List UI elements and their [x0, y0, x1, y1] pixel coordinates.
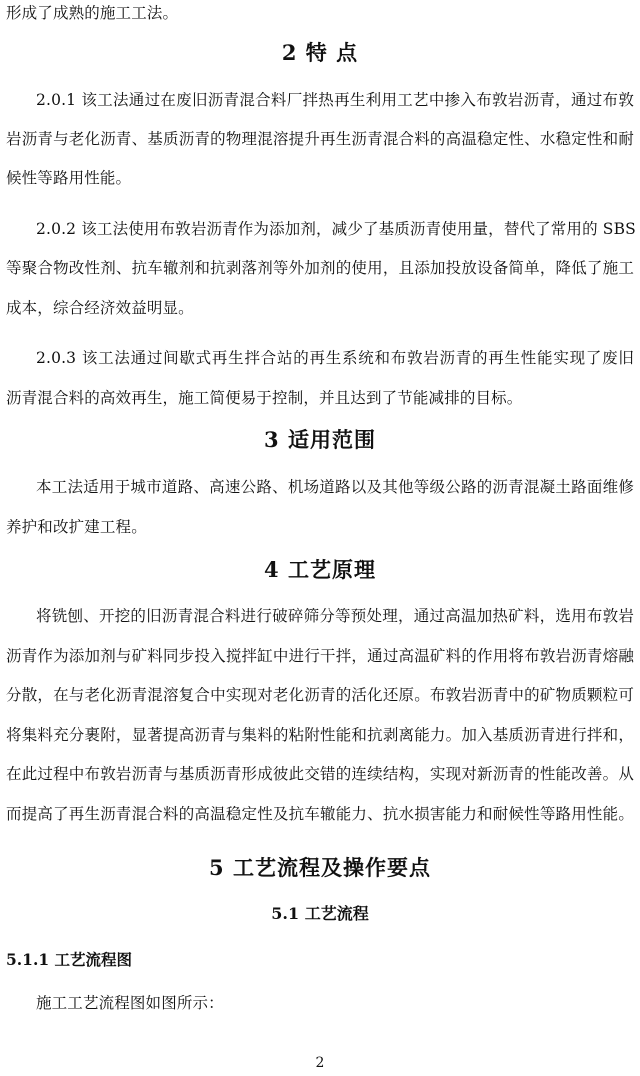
- paragraph-4-line-4: 将集料充分裹附，显著提高沥青与集料的粘附性能和抗剥离能力。加入基质沥青进行拌和，: [6, 726, 634, 744]
- section-4-heading: 4 工艺原理: [264, 557, 376, 582]
- page-number: 2: [315, 1055, 325, 1071]
- paragraph-2-0-1-line-1: 2.0.1 该工法通过在废旧沥青混合料厂拌热再生利用工艺中掺入布敦岩沥青，通过布敦: [36, 91, 634, 109]
- subsection-5-1-heading: 5.1 工艺流程: [271, 904, 369, 923]
- paragraph-2-0-2-line-1: 2.0.2 该工法使用布敦岩沥青作为添加剂，减少了基质沥青使用量，替代了常用的 SBS: [36, 220, 636, 238]
- paragraph-4-line-1: 将铣刨、开挖的旧沥青混合料进行破碎筛分等预处理，通过高温加热矿料，选用布敦岩: [36, 607, 634, 625]
- paragraph-5-1-1: 施工工艺流程图如图所示：: [36, 994, 224, 1012]
- paragraph-4-line-6: 而提高了再生沥青混合料的高温稳定性及抗车辙能力、抗水损害能力和耐候性等路用性能。: [6, 805, 634, 823]
- paragraph-2-0-2-line-3: 成本，综合经济效益明显。: [6, 299, 194, 317]
- subsection-5-1-1-heading: 5.1.1 工艺流程图: [6, 950, 133, 969]
- paragraph-4-line-2: 沥青作为添加剂与矿料同步投入搅拌缸中进行干拌，通过高温矿料的作用将布敦岩沥青熔融: [6, 647, 634, 665]
- paragraph-4-line-5: 在此过程中布敦岩沥青与基质沥青形成彼此交错的连续结构，实现对新沥青的性能改善。从: [6, 765, 634, 783]
- paragraph-3-line-2: 养护和改扩建工程。: [6, 518, 147, 536]
- paragraph-2-0-3-line-2: 沥青混合料的高效再生，施工简便易于控制，并且达到了节能减排的目标。: [6, 389, 523, 407]
- paragraph-4-line-3: 分散，在与老化沥青混溶复合中实现对老化沥青的活化还原。布敦岩沥青中的矿物质颗粒可: [6, 686, 634, 704]
- section-5-heading: 5 工艺流程及操作要点: [209, 855, 431, 880]
- paragraph-2-0-1-line-2: 岩沥青与老化沥青、基质沥青的物理混溶提升再生沥青混合料的高温稳定性、水稳定性和耐: [6, 130, 634, 148]
- paragraph-3-line-1: 本工法适用于城市道路、高速公路、机场道路以及其他等级公路的沥青混凝土路面维修: [36, 478, 634, 496]
- paragraph-2-0-2-line-2: 等聚合物改性剂、抗车辙剂和抗剥落剂等外加剂的使用，且添加投放设备简单，降低了施工: [6, 259, 634, 277]
- paragraph-2-0-3-line-1: 2.0.3 该工法通过间歇式再生拌合站的再生系统和布敦岩沥青的再生性能实现了废旧: [36, 349, 634, 367]
- section-2-heading: 2 特 点: [281, 40, 359, 65]
- section-3-heading: 3 适用范围: [264, 427, 376, 452]
- text-line: 形成了成熟的施工工法。: [6, 4, 179, 22]
- paragraph-2-0-1-line-3: 候性等路用性能。: [6, 169, 132, 187]
